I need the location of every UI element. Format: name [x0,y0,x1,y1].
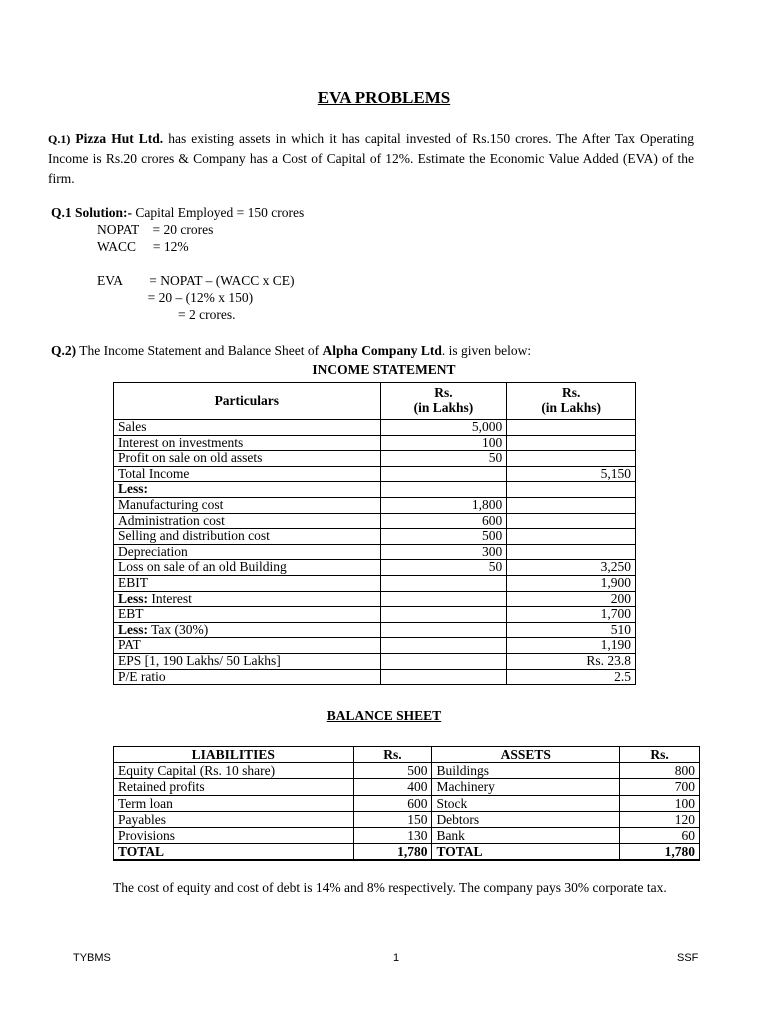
table-row [114,795,700,811]
particulars-cell [114,653,381,669]
particulars-cell [114,435,381,451]
asset-cell: TOTAL [432,844,620,861]
less-label: Less: [118,621,148,637]
amount-cell-1: 1,800 [380,497,507,513]
amount-cell-2 [507,544,636,560]
balance-sheet-caption: BALANCE SHEET [326,708,442,723]
liability-cell: TOTAL [114,844,354,861]
amount-cell-2: 1,900 [507,575,636,591]
amount-cell-2: 5,150 [507,466,636,482]
particulars-label: Sales [118,419,147,434]
particulars-cell [114,638,381,654]
asset-amount-cell: 1,780 [620,844,700,861]
amount-cell-1: 600 [380,513,507,529]
amount-cell-1 [380,669,507,685]
liability-amount-cell: 400 [353,779,432,795]
particulars-cell [114,544,381,560]
header-assets-amount: Rs. [620,747,700,763]
table-row [114,544,636,560]
particulars-label: Depreciation [118,543,188,559]
particulars-cell [114,529,381,545]
amount-cell-1: 50 [380,560,507,576]
question-2-text-end: . is given below: [441,343,532,358]
table-row [114,607,636,623]
particulars-label: Interest on investments [118,434,244,450]
liability-cell: Equity Capital (Rs. 10 share) [114,763,354,779]
table-row [114,669,636,685]
solution-line: Capital Employed = 150 crores [132,205,305,220]
particulars-cell [114,513,381,529]
header-liabilities-amount: Rs. [353,747,432,763]
header-amount-1: Rs. (in Lakhs) [380,383,507,420]
header-liabilities: LIABILITIES [114,747,354,763]
particulars-cell [114,591,381,607]
table-row [114,591,636,607]
header-particulars: Particulars [114,383,381,420]
particulars-cell [114,482,381,498]
liability-cell: Payables [114,811,354,827]
particulars-label: Profit on sale on old assets [118,450,263,466]
asset-amount-cell: 120 [620,811,700,827]
asset-amount-cell: 800 [620,763,700,779]
asset-cell: Debtors [432,811,620,827]
table-row [114,497,636,513]
question-2-text: The Income Statement and Balance Sheet of [76,343,323,358]
amount-cell-1 [380,607,507,623]
amount-cell-1: 50 [380,451,507,467]
particulars-label: EBT [118,606,144,622]
asset-amount-cell: 100 [620,795,700,811]
table-header-row [114,747,700,763]
particulars-label: Tax (30%) [148,621,209,637]
particulars-label: EPS [1, 190 Lakhs/ 50 Lakhs] [118,652,281,668]
particulars-cell [114,451,381,467]
amount-cell-1 [380,622,507,638]
balance-sheet-table [113,746,700,861]
liability-amount-cell: 130 [353,828,432,844]
table-row [114,638,636,654]
table-row [114,653,636,669]
question-1-company: Pizza Hut Ltd. [75,131,164,146]
amount-cell-2: 1,190 [507,638,636,654]
amount-cell-1: 5,000 [380,420,507,436]
question-2 [51,343,531,359]
particulars-cell [114,497,381,513]
amount-cell-2 [507,513,636,529]
amount-cell-2 [507,451,636,467]
asset-amount-cell: 60 [620,828,700,844]
amount-cell-1 [380,653,507,669]
table-row [114,560,636,576]
income-statement-caption: INCOME STATEMENT [312,362,456,377]
table-row [114,466,636,482]
liability-amount-cell: 150 [353,811,432,827]
liability-cell: Term loan [114,795,354,811]
table-row [114,420,636,436]
question-1 [48,129,694,189]
particulars-label: Loss on sale of an old Building [118,559,287,575]
particulars-label: Total Income [118,465,190,481]
amount-cell-1: 300 [380,544,507,560]
amount-cell-2: 1,700 [507,607,636,623]
table-header-row [114,383,636,420]
amount-cell-2: 2.5 [507,669,636,685]
solution-1 [51,204,304,323]
amount-cell-1 [380,575,507,591]
solution-line: = 2 crores. [97,307,236,322]
amount-cell-2 [507,529,636,545]
amount-cell-1: 500 [380,529,507,545]
liability-cell: Provisions [114,828,354,844]
solution-line: EVA = NOPAT – (WACC x CE) [97,273,295,288]
question-2-company: Alpha Company Ltd [322,343,442,358]
amount-cell-2 [507,420,636,436]
page-title: EVA PROBLEMS [317,88,451,107]
asset-amount-cell: 700 [620,779,700,795]
less-label: Less: [118,590,148,606]
table-row [114,622,636,638]
solution-line [51,255,304,272]
particulars-cell [114,420,381,436]
particulars-label: Administration cost [118,512,225,528]
header-amount-2: Rs. (in Lakhs) [507,383,636,420]
solution-label: Q.1 Solution:- [51,205,133,220]
particulars-cell [114,575,381,591]
table-row [114,513,636,529]
liability-amount-cell: 1,780 [353,844,432,861]
particulars-cell [114,607,381,623]
table-row [114,451,636,467]
less-label: Less: [118,481,148,497]
question-2-label: Q.2) [51,343,77,358]
particulars-cell [114,669,381,685]
table-row [114,575,636,591]
particulars-cell [114,560,381,576]
asset-cell: Stock [432,795,620,811]
particulars-label: P/E ratio [118,668,166,684]
particulars-label: Manufacturing cost [118,496,224,512]
amount-cell-1 [380,466,507,482]
table-row [114,529,636,545]
asset-cell: Buildings [432,763,620,779]
amount-cell-1 [380,482,507,498]
particulars-label: PAT [118,637,141,653]
liability-amount-cell: 500 [353,763,432,779]
amount-cell-2: 3,250 [507,560,636,576]
amount-cell-2 [507,497,636,513]
footer-left: TYBMS [73,952,111,964]
particulars-cell [114,622,381,638]
particulars-label: EBIT [118,574,148,590]
amount-cell-2 [507,482,636,498]
closing-text: The cost of equity and cost of debt is 14% and 8% respectively. The company pays 30% corporate tax. [113,880,667,895]
question-1-text: has existing assets in which it has capital invested of Rs.150 crores. The After Tax Operating Income is Rs.20 crores & Company has a Cost of Capital of 12%. Estimate the Economic Value Added (EVA) of the firm. [48,131,694,186]
liability-amount-cell: 600 [353,795,432,811]
table-row [114,482,636,498]
table-row [114,763,700,779]
liability-cell: Retained profits [114,779,354,795]
table-row [114,811,700,827]
total-row [114,844,700,861]
particulars-label: Selling and distribution cost [118,528,270,544]
table-row [114,435,636,451]
amount-cell-1 [380,591,507,607]
footer-page-number: 1 [393,952,400,964]
asset-cell: Machinery [432,779,620,795]
particulars-cell [114,466,381,482]
amount-cell-2 [507,435,636,451]
amount-cell-2: 510 [507,622,636,638]
particulars-label: Interest [148,590,192,606]
question-1-label: Q.1) [48,132,71,146]
footer-right: SSF [677,952,699,964]
amount-cell-2: Rs. 23.8 [507,653,636,669]
solution-line: NOPAT = 20 crores [97,222,214,237]
table-row [114,779,700,795]
amount-cell-1 [380,638,507,654]
amount-cell-2: 200 [507,591,636,607]
income-statement-table [113,382,636,685]
asset-cell: Bank [432,828,620,844]
amount-cell-1: 100 [380,435,507,451]
solution-line: WACC = 12% [97,239,189,254]
table-row [114,828,700,844]
solution-line: = 20 – (12% x 150) [97,290,254,305]
header-assets: ASSETS [432,747,620,763]
